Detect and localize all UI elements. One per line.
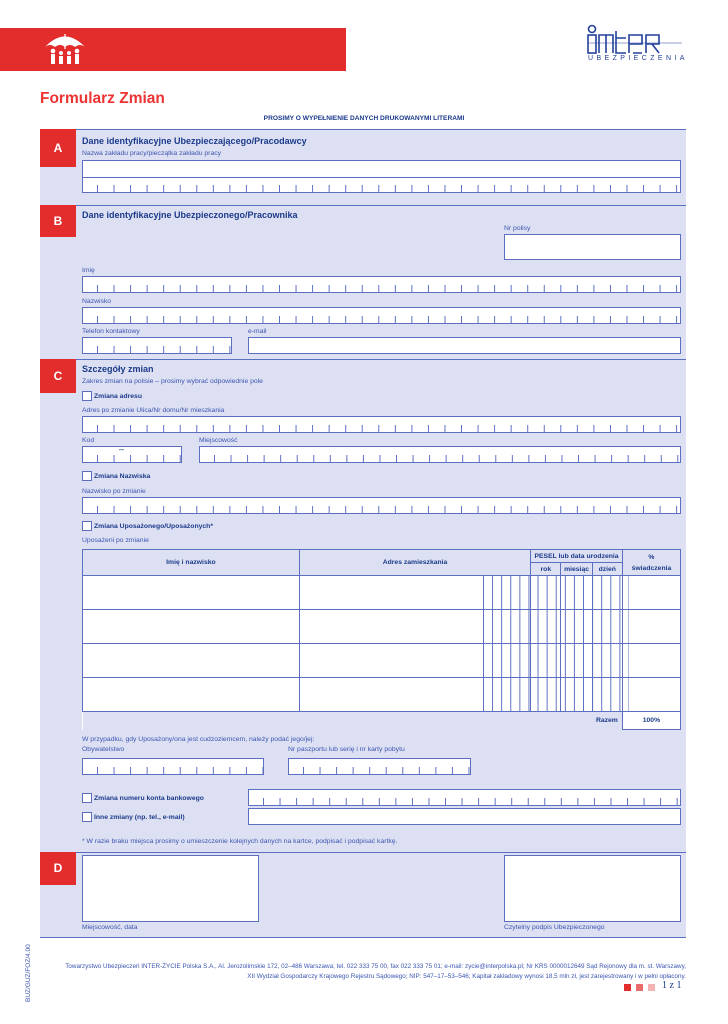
other-changes-label: Inne zmiany (np. tel., e-mail) <box>94 814 185 821</box>
first-name-label: Imię <box>82 267 95 274</box>
policy-number-label: Nr polisy <box>504 225 531 232</box>
beneficiary-change-label: Zmiana Uposażonego/Uposażonych* <box>94 523 213 530</box>
postcode-dash: – <box>119 444 125 454</box>
address-change-label: Zmiana adresu <box>94 393 142 400</box>
signature-field[interactable] <box>504 855 681 922</box>
col-header-percent <box>622 550 680 576</box>
page-marker-square <box>624 984 631 991</box>
bank-change-label: Zmiana numeru konta bankowego <box>94 795 204 802</box>
beneficiary-change-checkbox[interactable] <box>82 521 92 531</box>
col-header-day: dzień <box>592 563 622 576</box>
form-instruction: PROSIMY O WYPEŁNIENIE DANYCH DRUKOWANYMI LITERAMI <box>263 115 465 122</box>
section-a-letter: A <box>40 129 76 167</box>
section-d-letter: D <box>40 852 76 885</box>
form-code: BUZ/GUZ/FOZ/4.00 <box>25 944 32 1002</box>
place-date-label: Miejscowość, data <box>82 924 138 931</box>
citizenship-label: Obywatelstwo <box>82 746 125 753</box>
citizenship-field[interactable] <box>82 758 264 775</box>
col-header-month: miesiąc <box>561 563 592 576</box>
page-marker-square <box>636 984 643 991</box>
phone-field[interactable] <box>82 337 232 354</box>
first-name-field[interactable] <box>82 276 681 293</box>
brand-subtitle: UBEZPIECZENIA <box>588 55 688 62</box>
table-row[interactable] <box>83 610 681 644</box>
col-header-year: rok <box>531 563 561 576</box>
footer-line-1: Towarzystwo Ubezpieczeń INTER-ŻYCIE Polska S.A., Al. Jerozolimskie 172, 02–486 Warszawa; tel. 022 333 75 00, fax 022 333 75 01; e-mail: zycie@interpolska.pl; Nr KRS 0000012649 Sąd Rejonowy dla m. st. Warszawy, <box>65 963 686 970</box>
company-footer <box>40 962 686 982</box>
change-scope-label: Zakres zmian na polisie – prosimy wybrać odpowiednie pole <box>82 378 263 385</box>
bank-account-field[interactable] <box>248 789 681 806</box>
address-after-label: Adres po zmianie Ulica/Nr domu/Nr mieszkania <box>82 407 225 414</box>
total-label: Razem <box>83 712 623 730</box>
other-changes-field[interactable] <box>248 808 681 825</box>
surname-change-label: Zmiana Nazwiska <box>94 473 151 480</box>
family-umbrella-logo-icon <box>40 30 90 70</box>
col-header-address: Adres zamieszkania <box>299 550 530 576</box>
other-changes-checkbox[interactable] <box>82 812 92 822</box>
section-c-letter: C <box>40 359 76 393</box>
page-number: 1 z 1 <box>662 980 682 991</box>
passport-label: Nr paszportu lub serię i nr karty pobytu <box>288 746 405 753</box>
street-address-field[interactable] <box>82 416 681 433</box>
beneficiaries-table <box>82 549 681 730</box>
policy-number-field[interactable] <box>504 234 681 260</box>
place-date-field[interactable] <box>82 855 259 922</box>
table-row[interactable] <box>83 644 681 678</box>
section-a-heading: Dane identyfikacyjne Ubezpieczającego/Pracodawcy <box>82 136 307 146</box>
page-marker-square <box>648 984 655 991</box>
section-b-heading: Dane identyfikacyjne Ubezpieczonego/Pracownika <box>82 210 298 220</box>
table-row[interactable] <box>83 576 681 610</box>
bank-change-checkbox[interactable] <box>82 793 92 803</box>
total-value: 100% <box>622 712 680 730</box>
table-row[interactable] <box>83 678 681 712</box>
footnote: * W razie braku miejsca prosimy o umieszczenie kolejnych danych na kartce, podpisać i podpisać kartkę. <box>82 838 398 845</box>
header-red-band <box>0 28 346 71</box>
foreigner-note: W przypadku, gdy Uposażony/ona jest cudzoziemcem, należy podać jego/jej: <box>82 736 315 743</box>
last-name-field[interactable] <box>82 307 681 324</box>
section-c-heading: Szczegóły zmian <box>82 364 154 374</box>
address-change-checkbox[interactable] <box>82 391 92 401</box>
phone-label: Telefon kontaktowy <box>82 328 140 335</box>
postcode-field[interactable] <box>82 446 182 463</box>
passport-field[interactable] <box>288 758 471 775</box>
form-title: Formularz Zmian <box>40 90 165 107</box>
benefit-label: świadczenia <box>631 564 672 572</box>
email-field[interactable] <box>248 337 681 354</box>
employer-name-field[interactable] <box>82 160 681 193</box>
section-b-letter: B <box>40 205 76 237</box>
last-name-label: Nazwisko <box>82 298 112 305</box>
postcode-label: Kod <box>82 437 95 444</box>
surname-change-checkbox[interactable] <box>82 471 92 481</box>
beneficiaries-after-label: Uposażeni po zmianie <box>82 537 149 544</box>
footer-line-2: XII Wydział Gospodarczy Krajowego Rejestru Sądowego; NIP: 547–17–53–546; Kapitał zakładowy wynosi 18,5 mln zł, jest zarejestrowany i w pełni opłacony. <box>247 973 686 980</box>
city-label: Miejscowość <box>199 437 238 444</box>
inter-logo-icon <box>586 24 684 54</box>
col-header-pesel: PESEL lub data urodzenia <box>531 550 623 563</box>
email-label: e-mail <box>248 328 267 335</box>
new-surname-field[interactable] <box>82 497 681 514</box>
percent-sign: % <box>648 553 655 561</box>
signature-label: Czytelny podpis Ubezpieczonego <box>504 924 605 931</box>
surname-after-label: Nazwisko po zmianie <box>82 488 146 495</box>
city-field[interactable] <box>199 446 681 463</box>
col-header-name: Imię i nazwisko <box>83 550 300 576</box>
employer-name-label: Nazwa zakładu pracy/pieczątka zakładu pracy <box>82 150 222 157</box>
